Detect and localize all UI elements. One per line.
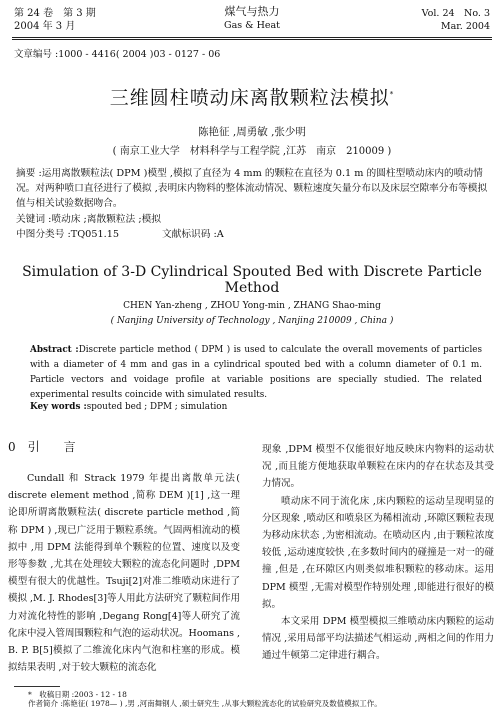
article-number: 文章编号 :1000 - 4416( 2004 )03 - 0127 - 06 [14,49,221,60]
header-date-en: Mar. 2004 [440,21,490,32]
journal-name-en: Gas & Heat [223,20,280,31]
footnote [28,690,382,708]
body-paragraph: 现象 ,DPM 模型不仅能很好地反映床内物料的运动状况 ,而且能方便地获取单颗粒在床内的存在状态及其受力情况。 [262,444,494,490]
title-footnote-mark: * [389,90,395,99]
abstract-cn: 摘要 :运用离散颗粒法( DPM )模型 ,模拟了直径为 4 mm 的颗粒在直径为 0.1 m 的圆柱型喷动床内的喷动情况。对两种喷口直径进行了模拟 ,表明床内物料的整体流动情况、颗粒速度矢量分布以及床层空隙率分布等模拟值与相关试验数据吻合。 [16,168,488,209]
section-title: 引 言 [27,440,76,454]
body-column-left [8,470,240,676]
body-paragraph: 喷动床不同于流化床 ,床内颗粒的运动呈现明显的分区现象 ,喷动区和喷泉区为稀相流动 ,环隙区颗粒表现为移动床状态 ,为密相流动。在喷动区内 ,由于颗粒浓度较低 ,运动速度较快 ,在多数时间内的碰撞是一对一的碰撞 ,但是 ,在环隙区内则类似堆积颗粒的移动床。运用 DPM 模型 ,无需对模型作特别处理 ,即能进行很好的模拟。 [262,495,494,610]
affiliation-en: ( Nanjing University of Technology , Nanjing 210009 , China ) [110,316,394,326]
abstract-en [30,343,482,403]
article-title-en: Simulation of 3-D Cylindrical Spouted Bed with Discrete Particle Method [22,264,482,296]
footnote-rule [14,686,60,687]
header-volume: 第 24 卷 第 3 期 [14,8,96,19]
body-column-right [262,441,494,665]
authors-en: CHEN Yan-zheng , ZHOU Yong-min , ZHANG Shao-ming [123,301,381,311]
footnote-author: 作者简介 :陈艳征( 1978— ) ,男 ,河南舞钢人 ,硕士研究生 ,从事大颗粒流态化的试验研究及数值模拟工作。 [28,699,382,708]
keywords-en-text: spouted bed ; DPM ; simulation [86,402,228,412]
journal-name-cn: 煤气与热力 [224,5,280,18]
section-number: 0 [8,440,16,454]
header-volume-en: Vol. 24 No. 3 [421,8,490,19]
authors-cn: 陈艳征 ,周勇敏 ,张少明 [198,126,306,138]
header-rule [12,37,492,38]
section-heading [8,438,76,455]
affiliation-cn: ( 南京工业大学 材料科学与工程学院 ,江苏 南京 210009 ) [112,146,392,157]
footnote-received: * 收稿日期 :2003 - 12 - 18 [28,690,127,699]
document-code: 文献标识码 :A [162,229,224,240]
body-paragraph: 本文采用 DPM 模型模拟三维喷动床内颗粒的运动情况 ,采用局部平均法描述气相运动 ,两相之间的作用力通过牛顿第二定律进行耦合。 [262,616,494,662]
header-issue-en [422,7,490,33]
keywords-en-label: Key words : [30,402,87,412]
clc-number: 中图分类号 :TQ051.15 [16,229,120,240]
keywords-cn: 关键词 :喷动床 ;离散颗粒法 ;模拟 [16,214,161,225]
title-text: 三维圆柱喷动床离散颗粒法模拟 [109,87,390,109]
keywords-en [30,402,482,412]
abstract-en-text: Discrete particle method ( DPM ) is used to calculate the overall movements of particles with a diameter of 4 mm and gas in a cylindrical spouted bed with a column diameter of 0.1 m. Particle vectors and voidage profile at variable positions are specially studied. The related experimental results coincide with simulated results. [30,345,482,400]
header-rule-2 [12,39,492,40]
abstract-en-label: Abstract : [30,345,79,355]
header-date: 2004 年 3 月 [14,21,76,32]
article-title-cn [0,83,504,110]
body-paragraph: Cundall 和 Strack 1979 年提出离散单元法( discrete element method ,简称 DEM )[1] ,这一理论即所谓离散颗粒法( discrete particle method ,简称 DPM ) ,现已广泛用于颗粒系统。气固两相流动的模拟中 ,用 DPM 法能得到单个颗粒的位置、速度以及变形等参数 ,尤其在处理较大颗粒的流态化问题时 ,DPM 模型有很大的优越性。Tsuji[2]对准二维喷动床进行了模拟 ,M. J. Rhodes[3]等人用此方法研究了颗粒间作用力对流化特性的影响 ,Degang Rong[4]等人研究了流化床中浸入管周围颗粒和气泡的运动状况。Hoomans , B. P. B[5]模拟了二维流化床内气泡和柱塞的形成。模拟结果表明 ,对于较大颗粒的流态化 [8,473,240,674]
